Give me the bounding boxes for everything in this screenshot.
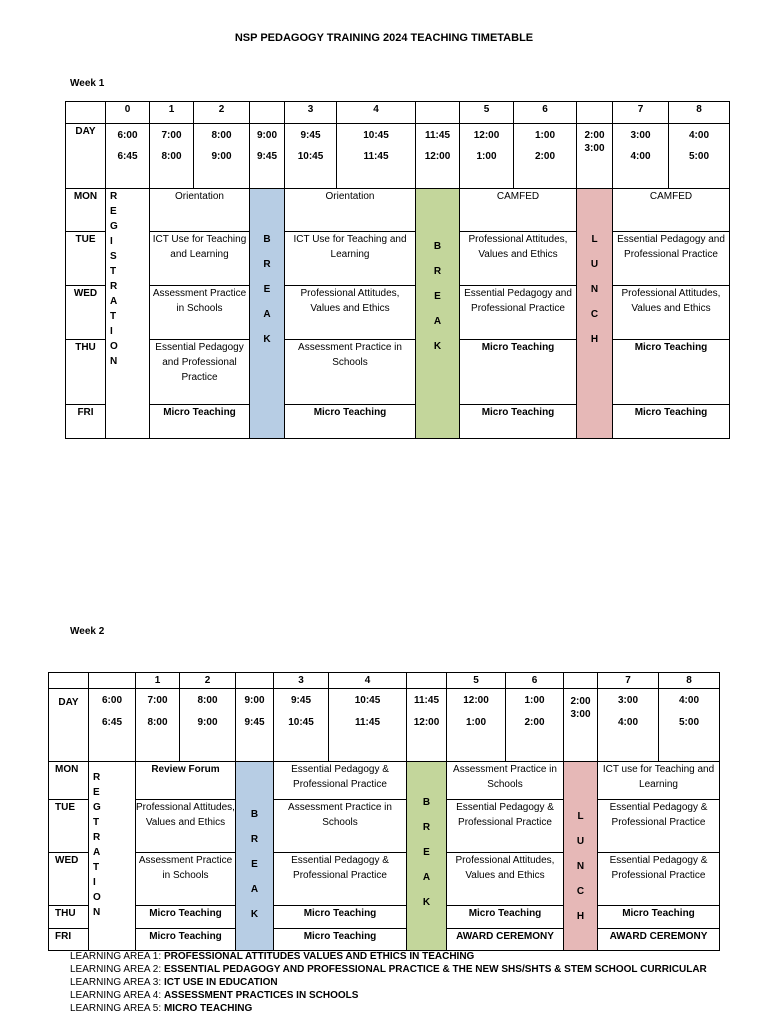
session-cell: CAMFED <box>460 189 577 232</box>
session-cell: Essential Pedagogy and Professional Practice <box>460 286 577 340</box>
time-p6: 1:00 2:00 <box>506 689 564 762</box>
period-6: 6 <box>514 102 577 124</box>
period-4: 4 <box>329 673 407 689</box>
week-2-label: Week 2 <box>70 626 105 637</box>
row-thu <box>66 340 730 405</box>
break-column: B R E A K <box>236 762 274 951</box>
time-row <box>49 689 720 762</box>
session-cell: Professional Attitudes, Values and Ethics <box>136 800 236 853</box>
break-column: B R E A K <box>250 189 285 439</box>
row-tue <box>66 232 730 286</box>
session-cell: Orientation <box>285 189 416 232</box>
learning-area-item: LEARNING AREA 3: ICT USE IN EDUCATION <box>70 977 278 988</box>
learning-area-item: LEARNING AREA 2: ESSENTIAL PEDAGOGY AND PROFESSIONAL PRACTICE & THE NEW SHS/SHTS & STEM SCHOOL CURRICULAR <box>70 964 707 975</box>
period-7: 7 <box>613 102 669 124</box>
time-p8: 4:00 5:00 <box>659 689 720 762</box>
period-8: 8 <box>669 102 730 124</box>
learning-area-item: LEARNING AREA 1: PROFESSIONAL ATTITUDES VALUES AND ETHICS IN TEACHING <box>70 951 475 962</box>
session-cell: Micro Teaching <box>150 405 250 439</box>
period-3: 3 <box>274 673 329 689</box>
day-label: THU <box>66 340 106 405</box>
day-label: MON <box>66 189 106 232</box>
session-cell: Essential Pedagogy and Professional Practice <box>150 340 250 405</box>
day-label: FRI <box>49 929 89 951</box>
row-wed <box>49 853 720 906</box>
session-cell: Micro Teaching <box>285 405 416 439</box>
day-label: THU <box>49 906 89 929</box>
day-label: TUE <box>66 232 106 286</box>
day-label: MON <box>49 762 89 800</box>
lunch-column: L U N C H <box>564 762 598 951</box>
day-label: FRI <box>66 405 106 439</box>
period-6: 6 <box>506 673 564 689</box>
session-cell: Micro Teaching <box>598 906 720 929</box>
learning-area-item: LEARNING AREA 5: MICRO TEACHING <box>70 1003 253 1014</box>
session-cell: Professional Attitudes, Values and Ethics <box>447 853 564 906</box>
lunch-column: L U N C H <box>577 189 613 439</box>
period-7: 7 <box>598 673 659 689</box>
time-lunch: 2:00 3:00 <box>577 124 613 189</box>
period-5: 5 <box>447 673 506 689</box>
time-lunch: 2:00 3:00 <box>564 689 598 762</box>
session-cell: Essential Pedagogy & Professional Practice <box>274 762 407 800</box>
session-cell: Essential Pedagogy & Professional Practice <box>598 800 720 853</box>
period-1: 1 <box>136 673 180 689</box>
session-cell: AWARD CEREMONY <box>447 929 564 951</box>
day-label: WED <box>49 853 89 906</box>
blank-cell <box>49 673 89 689</box>
time-p5: 12:00 1:00 <box>447 689 506 762</box>
blank-cell <box>89 673 136 689</box>
session-cell: Assessment Practice in Schools <box>285 340 416 405</box>
session-cell: Micro Teaching <box>136 929 236 951</box>
time-break2: 11:45 12:00 <box>407 689 447 762</box>
registration-column: R E G I S T R A T I O N <box>106 189 150 439</box>
session-cell: Professional Attitudes, Values and Ethics <box>613 286 730 340</box>
blank-cell <box>577 102 613 124</box>
learning-areas <box>70 950 707 1015</box>
day-label: TUE <box>49 800 89 853</box>
learning-area-item: LEARNING AREA 4: ASSESSMENT PRACTICES IN SCHOOLS <box>70 990 359 1001</box>
break2-column: B R E A K <box>407 762 447 951</box>
period-8: 8 <box>659 673 720 689</box>
row-mon <box>49 762 720 800</box>
session-cell: Professional Attitudes, Values and Ethics <box>460 232 577 286</box>
session-cell: Essential Pedagogy & Professional Practice <box>447 800 564 853</box>
time-p0: 6:00 6:45 <box>106 124 150 189</box>
session-cell: Review Forum <box>136 762 236 800</box>
time-break: 9:00 9:45 <box>250 124 285 189</box>
registration-column: R E G T R A T I O N <box>89 762 136 951</box>
row-tue <box>49 800 720 853</box>
time-p7: 3:00 4:00 <box>598 689 659 762</box>
period-2: 2 <box>194 102 250 124</box>
blank-cell <box>250 102 285 124</box>
session-cell: Micro Teaching <box>460 405 577 439</box>
day-header: DAY <box>49 689 89 762</box>
row-wed <box>66 286 730 340</box>
week-1-timetable <box>65 101 730 439</box>
period-4: 4 <box>337 102 416 124</box>
session-cell: Micro Teaching <box>274 906 407 929</box>
period-row <box>49 673 720 689</box>
period-1: 1 <box>150 102 194 124</box>
time-p5: 12:00 1:00 <box>460 124 514 189</box>
session-cell: Assessment Practice in Schools <box>274 800 407 853</box>
session-cell: Essential Pedagogy & Professional Practice <box>274 853 407 906</box>
period-row <box>66 102 730 124</box>
session-cell: Assessment Practice in Schools <box>447 762 564 800</box>
row-thu <box>49 906 720 929</box>
session-cell: Orientation <box>150 189 250 232</box>
time-break2: 11:45 12:00 <box>416 124 460 189</box>
time-p0: 6:00 6:45 <box>89 689 136 762</box>
session-cell: Micro Teaching <box>460 340 577 405</box>
session-cell: Assessment Practice in Schools <box>136 853 236 906</box>
time-p7: 3:00 4:00 <box>613 124 669 189</box>
time-p4: 10:45 11:45 <box>329 689 407 762</box>
time-row <box>66 124 730 189</box>
period-0: 0 <box>106 102 150 124</box>
session-cell: ICT Use for Teaching and Learning <box>150 232 250 286</box>
session-cell: Essential Pedagogy & Professional Practice <box>598 853 720 906</box>
time-p6: 1:00 2:00 <box>514 124 577 189</box>
time-p8: 4:00 5:00 <box>669 124 730 189</box>
session-cell: Assessment Practice in Schools <box>150 286 250 340</box>
blank-cell <box>407 673 447 689</box>
day-header: DAY <box>66 124 106 189</box>
week-2-timetable <box>48 672 720 951</box>
session-cell: Micro Teaching <box>136 906 236 929</box>
time-p1: 7:00 8:00 <box>136 689 180 762</box>
break2-column: B R E A K <box>416 189 460 439</box>
time-p1: 7:00 8:00 <box>150 124 194 189</box>
time-p2: 8:00 9:00 <box>180 689 236 762</box>
period-3: 3 <box>285 102 337 124</box>
blank-cell <box>236 673 274 689</box>
session-cell: CAMFED <box>613 189 730 232</box>
time-p2: 8:00 9:00 <box>194 124 250 189</box>
period-2: 2 <box>180 673 236 689</box>
session-cell: ICT Use for Teaching and Learning <box>285 232 416 286</box>
session-cell: Micro Teaching <box>613 405 730 439</box>
time-break: 9:00 9:45 <box>236 689 274 762</box>
row-fri <box>49 929 720 951</box>
day-label: WED <box>66 286 106 340</box>
row-mon <box>66 189 730 232</box>
session-cell: Professional Attitudes, Values and Ethics <box>285 286 416 340</box>
week-1-label: Week 1 <box>70 78 105 89</box>
session-cell: Micro Teaching <box>613 340 730 405</box>
page-title: NSP PEDAGOGY TRAINING 2024 TEACHING TIMETABLE <box>234 32 534 44</box>
blank-cell <box>564 673 598 689</box>
blank-cell <box>66 102 106 124</box>
blank-cell <box>416 102 460 124</box>
time-p3: 9:45 10:45 <box>285 124 337 189</box>
session-cell: Micro Teaching <box>274 929 407 951</box>
session-cell: Essential Pedagogy and Professional Practice <box>613 232 730 286</box>
period-5: 5 <box>460 102 514 124</box>
time-p3: 9:45 10:45 <box>274 689 329 762</box>
session-cell: AWARD CEREMONY <box>598 929 720 951</box>
row-fri <box>66 405 730 439</box>
time-p4: 10:45 11:45 <box>337 124 416 189</box>
session-cell: ICT use for Teaching and Learning <box>598 762 720 800</box>
session-cell: Micro Teaching <box>447 906 564 929</box>
